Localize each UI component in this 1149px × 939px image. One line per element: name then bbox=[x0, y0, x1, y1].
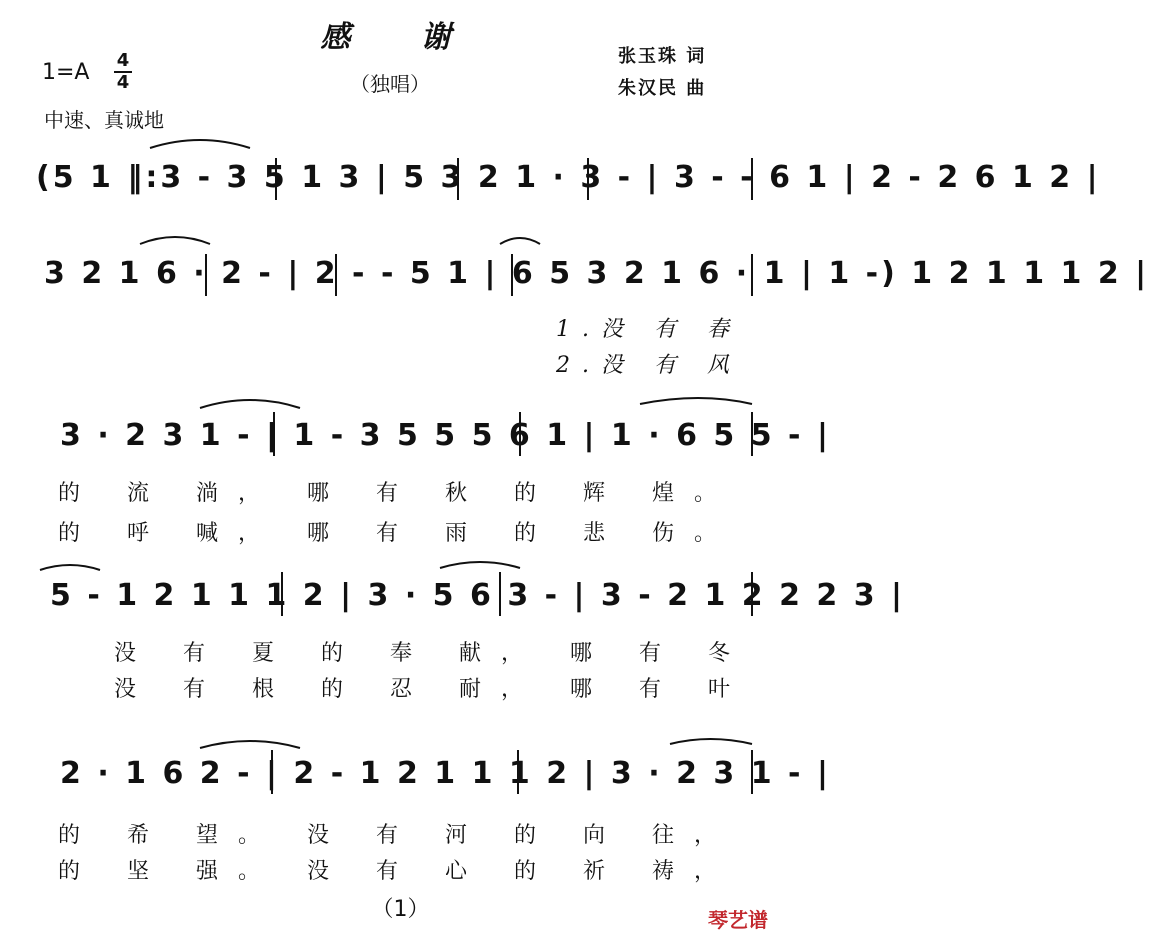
notation-line-1: (5 1 ‖:3 - 3 5 1 3 | 5 3 2 1 · 3 - | 3 - - 6 1 | 2 - 2 6 1 2 | bbox=[36, 160, 1101, 195]
key-signature: 1=A bbox=[42, 60, 90, 85]
notation-line-3: 3 · 2 3 1 - | 1 - 3 5 5 5 6 1 | 1 · 6 5 5 - | bbox=[60, 418, 831, 453]
song-title: 感 谢 bbox=[320, 20, 481, 55]
performance-type: （独唱） bbox=[350, 72, 430, 96]
time-signature-top: 4 bbox=[116, 50, 130, 71]
tempo-marking: 中速、真诚地 bbox=[44, 108, 164, 132]
lyric-line-4-verse-1: 没 有 夏 的 奉 献， 哪 有 冬 bbox=[114, 641, 750, 666]
intro-lyric-verse-1: 1.没 有 春 bbox=[556, 317, 741, 342]
page-number: （1） bbox=[371, 897, 430, 922]
intro-lyric-verse-2: 2.没 有 风 bbox=[556, 353, 741, 378]
lyric-line-5-verse-2: 的 坚 强。 没 有 心 的 祈 祷， bbox=[58, 859, 736, 884]
lyric-line-5-verse-1: 的 希 望。 没 有 河 的 向 往， bbox=[58, 823, 736, 848]
lyric-line-3-verse-2: 的 呼 喊， 哪 有 雨 的 悲 伤。 bbox=[58, 521, 736, 546]
watermark-logo: 琴艺谱 bbox=[708, 908, 768, 932]
notation-line-4: 5 - 1 2 1 1 1 2 | 3 · 5 6 3 - | 3 - 2 1 2 2 2 3 | bbox=[50, 578, 906, 613]
lyricist-credit: 张玉珠 词 bbox=[618, 46, 707, 67]
time-signature-bottom: 4 bbox=[116, 72, 130, 93]
notation-line-2: 3 2 1 6 · 2 - | 2 - - 5 1 | 6 5 3 2 1 6 · 1 | 1 -) 1 2 1 1 1 2 | bbox=[44, 256, 1149, 291]
lyric-line-3-verse-1: 的 流 淌， 哪 有 秋 的 辉 煌。 bbox=[58, 481, 736, 506]
notation-line-5: 2 · 1 6 2 - | 2 - 1 2 1 1 1 2 | 3 · 2 3 1 - | bbox=[60, 756, 831, 791]
composer-credit: 朱汉民 曲 bbox=[618, 78, 707, 99]
lyric-line-4-verse-2: 没 有 根 的 忍 耐， 哪 有 叶 bbox=[114, 677, 750, 702]
